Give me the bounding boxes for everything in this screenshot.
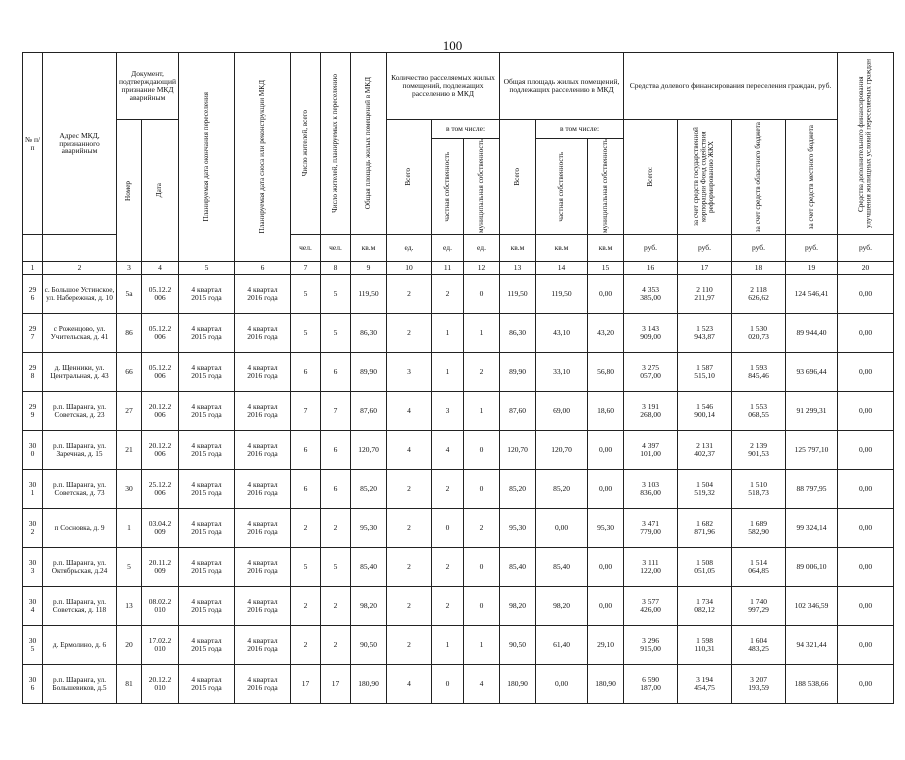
unit-cell: ед. bbox=[387, 235, 432, 262]
table-row bbox=[23, 587, 894, 626]
header-funds-local: за счет средств местного бюджета bbox=[786, 120, 838, 235]
table-cell: 5 bbox=[321, 314, 351, 353]
table-cell: 4 квартал 2016 года bbox=[235, 587, 291, 626]
page-number: 100 bbox=[442, 38, 463, 53]
column-number-cell: 5 bbox=[179, 262, 235, 275]
table-cell: 94 321,44 bbox=[786, 626, 838, 665]
column-number-cell: 14 bbox=[536, 262, 588, 275]
table-cell: 1 593 845,46 bbox=[732, 353, 786, 392]
table-cell: 03.04.2 009 bbox=[142, 509, 179, 548]
table-cell: 180,90 bbox=[351, 665, 387, 704]
unit-cell: кв.м bbox=[588, 235, 624, 262]
table-cell: 30 4 bbox=[23, 587, 43, 626]
table-cell: 88 797,95 bbox=[786, 470, 838, 509]
address-cell: с. Большое Устинское, ул. Набережная, д. 10 bbox=[43, 275, 117, 314]
table-cell: 4 квартал 2015 года bbox=[179, 275, 235, 314]
table-cell: 2 bbox=[432, 470, 464, 509]
table-cell: 124 546,41 bbox=[786, 275, 838, 314]
column-number-cell: 8 bbox=[321, 262, 351, 275]
table-cell: 85,40 bbox=[536, 548, 588, 587]
table-cell: 1 bbox=[432, 626, 464, 665]
table-cell: 2 bbox=[321, 587, 351, 626]
table-cell: 4 bbox=[387, 665, 432, 704]
table-row bbox=[23, 470, 894, 509]
table-cell: 86,30 bbox=[500, 314, 536, 353]
table-cell: 0,00 bbox=[838, 392, 894, 431]
column-number-cell: 19 bbox=[786, 262, 838, 275]
table-cell: 4 bbox=[387, 431, 432, 470]
table-cell: 85,40 bbox=[500, 548, 536, 587]
table-cell: 1 bbox=[432, 314, 464, 353]
address-cell: р.п. Шаранга, ул. Советская, д. 73 bbox=[43, 470, 117, 509]
table-cell: 29 8 bbox=[23, 353, 43, 392]
table-cell: 99 324,14 bbox=[786, 509, 838, 548]
table-cell: 29 9 bbox=[23, 392, 43, 431]
table-cell: 4 397 101,00 bbox=[624, 431, 678, 470]
table-cell: 85,20 bbox=[500, 470, 536, 509]
table-cell: 20.12.2 010 bbox=[142, 665, 179, 704]
table-cell: 5 bbox=[117, 548, 142, 587]
column-number-cell: 7 bbox=[291, 262, 321, 275]
table-cell: 0,00 bbox=[838, 314, 894, 353]
unit-cell: руб. bbox=[624, 235, 678, 262]
table-cell: 18,60 bbox=[588, 392, 624, 431]
column-number-cell: 18 bbox=[732, 262, 786, 275]
table-cell: 0,00 bbox=[588, 587, 624, 626]
table-cell: 81 bbox=[117, 665, 142, 704]
table-row bbox=[23, 314, 894, 353]
address-cell: р.п. Шаранга, ул. Октябрьская, д.24 bbox=[43, 548, 117, 587]
table-cell: 4 квартал 2015 года bbox=[179, 587, 235, 626]
table-row bbox=[23, 548, 894, 587]
table-cell: 29 7 bbox=[23, 314, 43, 353]
table-cell: 3 bbox=[387, 353, 432, 392]
table-cell: 17 bbox=[321, 665, 351, 704]
table-cell: 30 bbox=[117, 470, 142, 509]
table-cell: 30 1 bbox=[23, 470, 43, 509]
table-cell: 43,10 bbox=[536, 314, 588, 353]
table-cell: 95,30 bbox=[351, 509, 387, 548]
table-cell: 95,30 bbox=[588, 509, 624, 548]
table-cell: 1 bbox=[464, 314, 500, 353]
table-cell: 2 bbox=[387, 509, 432, 548]
table-cell: 30 6 bbox=[23, 665, 43, 704]
table-cell: 1 682 871,96 bbox=[678, 509, 732, 548]
table-cell: 29 6 bbox=[23, 275, 43, 314]
table-cell: 89,90 bbox=[500, 353, 536, 392]
table-cell: 5 bbox=[291, 275, 321, 314]
table-cell: 1 bbox=[464, 392, 500, 431]
table-cell: 17 bbox=[291, 665, 321, 704]
table-cell: 4 квартал 2016 года bbox=[235, 665, 291, 704]
table-cell: 2 bbox=[387, 275, 432, 314]
table-cell: 4 квартал 2016 года bbox=[235, 470, 291, 509]
address-cell: д. Щенники, ул. Центральная, д. 43 bbox=[43, 353, 117, 392]
table-cell: 1 504 519,32 bbox=[678, 470, 732, 509]
table-cell: 61,40 bbox=[536, 626, 588, 665]
table-cell: 7 bbox=[291, 392, 321, 431]
table-cell: 98,20 bbox=[500, 587, 536, 626]
header-planned-demolish: Планируемая дата сноса или реконструкции МКД bbox=[235, 53, 291, 262]
table-cell: 0,00 bbox=[588, 470, 624, 509]
table-cell: 4 квартал 2016 года bbox=[235, 509, 291, 548]
table-cell: 6 590 187,00 bbox=[624, 665, 678, 704]
header-rooms-total: Всего bbox=[387, 120, 432, 235]
table-cell: 180,90 bbox=[588, 665, 624, 704]
table-cell: 4 квартал 2015 года bbox=[179, 431, 235, 470]
header-funds-group: Средства долевого финансирования переселения граждан, руб. bbox=[624, 53, 838, 120]
column-number-cell: 20 bbox=[838, 262, 894, 275]
table-cell: 85,40 bbox=[351, 548, 387, 587]
table-cell: 119,50 bbox=[351, 275, 387, 314]
header-funds-region: за счет средств областного бюджета bbox=[732, 120, 786, 235]
column-number-cell: 6 bbox=[235, 262, 291, 275]
header-area-total: Всего bbox=[500, 120, 536, 235]
table-cell: 87,60 bbox=[500, 392, 536, 431]
column-number-cell: 10 bbox=[387, 262, 432, 275]
header-total-area: Общая площадь жилых помещений в МКД bbox=[351, 53, 387, 235]
table-cell: 120,70 bbox=[536, 431, 588, 470]
table-cell: 0,00 bbox=[838, 587, 894, 626]
table-cell: 89,90 bbox=[351, 353, 387, 392]
table-cell: 3 bbox=[432, 392, 464, 431]
table-cell: 4 квартал 2015 года bbox=[179, 392, 235, 431]
column-number-cell: 2 bbox=[43, 262, 117, 275]
table-cell: 0,00 bbox=[588, 431, 624, 470]
table-cell: 2 bbox=[432, 587, 464, 626]
table-cell: 08.02.2 010 bbox=[142, 587, 179, 626]
table-cell: 1 553 068,55 bbox=[732, 392, 786, 431]
table-cell: 27 bbox=[117, 392, 142, 431]
table-cell: 4 квартал 2015 года bbox=[179, 470, 235, 509]
table-cell: 2 139 901,53 bbox=[732, 431, 786, 470]
table-cell: 95,30 bbox=[500, 509, 536, 548]
table-cell: 5 bbox=[291, 548, 321, 587]
table-cell: 2 bbox=[291, 587, 321, 626]
table-cell: 6 bbox=[291, 470, 321, 509]
table-cell: 119,50 bbox=[536, 275, 588, 314]
table-cell: 89 944,40 bbox=[786, 314, 838, 353]
table-cell: 3 103 836,00 bbox=[624, 470, 678, 509]
table-cell: 2 bbox=[387, 314, 432, 353]
table-row bbox=[23, 392, 894, 431]
table-cell: 29,10 bbox=[588, 626, 624, 665]
table-cell: 2 bbox=[321, 509, 351, 548]
table-cell: 2 bbox=[291, 509, 321, 548]
table-cell: 85,20 bbox=[536, 470, 588, 509]
table-cell: 0 bbox=[464, 587, 500, 626]
table-cell: 3 296 915,00 bbox=[624, 626, 678, 665]
address-cell: д. Ермолино, д. 6 bbox=[43, 626, 117, 665]
table-cell: 98,20 bbox=[536, 587, 588, 626]
table-cell: 125 797,10 bbox=[786, 431, 838, 470]
unit-cell: руб. bbox=[786, 235, 838, 262]
table-cell: 2 bbox=[387, 626, 432, 665]
table-cell: 5 bbox=[321, 275, 351, 314]
table-cell: 87,60 bbox=[351, 392, 387, 431]
table-cell: 20.12.2 006 bbox=[142, 392, 179, 431]
table-cell: 3 194 454,75 bbox=[678, 665, 732, 704]
header-area-private: частная собственность bbox=[536, 139, 588, 235]
table-row bbox=[23, 353, 894, 392]
address-cell: р.п. Шаранга, ул. Советская, д. 23 bbox=[43, 392, 117, 431]
table-cell: 6 bbox=[321, 431, 351, 470]
unit-cell: кв.м bbox=[500, 235, 536, 262]
address-cell: р.п. Шаранга, ул. Большевиков, д.5 bbox=[43, 665, 117, 704]
table-cell: 1 604 483,25 bbox=[732, 626, 786, 665]
header-rooms-count: Количество расселяемых жилых помещений, подлежащих расселению в МКД bbox=[387, 53, 500, 120]
table-cell: 6 bbox=[321, 470, 351, 509]
table-row bbox=[23, 626, 894, 665]
table-cell: 180,90 bbox=[500, 665, 536, 704]
table-cell: 102 346,59 bbox=[786, 587, 838, 626]
column-number-cell: 12 bbox=[464, 262, 500, 275]
table-cell: 4 353 385,00 bbox=[624, 275, 678, 314]
header-doc-number: Номер bbox=[117, 120, 142, 262]
table-cell: 1 514 064,85 bbox=[732, 548, 786, 587]
table-cell: 0 bbox=[464, 548, 500, 587]
table-cell: 20.11.2 009 bbox=[142, 548, 179, 587]
table-cell: 0,00 bbox=[838, 626, 894, 665]
table-cell: 30 0 bbox=[23, 431, 43, 470]
table-cell: 0,00 bbox=[588, 275, 624, 314]
table-cell: 86 bbox=[117, 314, 142, 353]
unit-cell: чел. bbox=[291, 235, 321, 262]
table-row bbox=[23, 431, 894, 470]
table-cell: 5 bbox=[291, 314, 321, 353]
table-cell: 4 квартал 2016 года bbox=[235, 275, 291, 314]
column-number-cell: 11 bbox=[432, 262, 464, 275]
table-cell: 4 квартал 2016 года bbox=[235, 392, 291, 431]
table-cell: 1 508 051,05 bbox=[678, 548, 732, 587]
table-cell: 2 bbox=[291, 626, 321, 665]
table-cell: 93 696,44 bbox=[786, 353, 838, 392]
table-cell: 91 299,31 bbox=[786, 392, 838, 431]
table-cell: 0,00 bbox=[588, 548, 624, 587]
column-number-cell: 17 bbox=[678, 262, 732, 275]
table-cell: 2 bbox=[464, 353, 500, 392]
column-number-cell: 3 bbox=[117, 262, 142, 275]
table-cell: 66 bbox=[117, 353, 142, 392]
table-cell: 2 bbox=[387, 470, 432, 509]
header-extra: Средства дополнительного финансирования улучшения жилищных условий переселяемых граждан bbox=[838, 53, 894, 235]
table-cell: 120,70 bbox=[500, 431, 536, 470]
table-cell: 4 квартал 2016 года bbox=[235, 626, 291, 665]
table-cell: 0 bbox=[464, 275, 500, 314]
table-cell: 13 bbox=[117, 587, 142, 626]
table-cell: 6 bbox=[291, 431, 321, 470]
table-cell: 90,50 bbox=[351, 626, 387, 665]
table-cell: 119,50 bbox=[500, 275, 536, 314]
table-cell: 1 740 997,29 bbox=[732, 587, 786, 626]
table-cell: 17.02.2 010 bbox=[142, 626, 179, 665]
table-cell: 2 bbox=[321, 626, 351, 665]
table-cell: 2 bbox=[432, 548, 464, 587]
table-cell: 90,50 bbox=[500, 626, 536, 665]
table-cell: 0,00 bbox=[838, 353, 894, 392]
column-number-cell: 9 bbox=[351, 262, 387, 275]
table-cell: 1 546 900,14 bbox=[678, 392, 732, 431]
address-cell: р.п. Шаранга, ул. Советская, д. 118 bbox=[43, 587, 117, 626]
table-cell: 0 bbox=[432, 665, 464, 704]
table-cell: 69,00 bbox=[536, 392, 588, 431]
table-cell: 1 523 943,87 bbox=[678, 314, 732, 353]
table-cell: 188 538,66 bbox=[786, 665, 838, 704]
header-residents-total: Число жителей, всего bbox=[291, 53, 321, 235]
table-cell: 3 207 193,59 bbox=[732, 665, 786, 704]
table-cell: 4 квартал 2015 года bbox=[179, 548, 235, 587]
unit-cell: чел. bbox=[321, 235, 351, 262]
header-document: Документ, подтверждающий признание МКД аварийным bbox=[117, 53, 179, 120]
table-row bbox=[23, 509, 894, 548]
register-table bbox=[22, 52, 894, 704]
header-address: Адрес МКД, признанного аварийным bbox=[43, 53, 117, 235]
table-cell: 4 bbox=[387, 392, 432, 431]
table-cell: 2 bbox=[464, 509, 500, 548]
table-cell: 2 bbox=[387, 587, 432, 626]
table-cell: 4 квартал 2015 года bbox=[179, 353, 235, 392]
header-num: № п/п bbox=[23, 53, 43, 235]
table-cell: 7 bbox=[321, 392, 351, 431]
table-cell: 05.12.2 006 bbox=[142, 353, 179, 392]
table-cell: 56,80 bbox=[588, 353, 624, 392]
table-cell: 30 2 bbox=[23, 509, 43, 548]
table-cell: 20 bbox=[117, 626, 142, 665]
address-cell: с Роженцово, ул. Учительская, д. 41 bbox=[43, 314, 117, 353]
table-cell: 6 bbox=[291, 353, 321, 392]
unit-cell: ед. bbox=[432, 235, 464, 262]
table-cell: 2 bbox=[387, 548, 432, 587]
column-number-cell: 1 bbox=[23, 262, 43, 275]
table-cell: 89 006,10 bbox=[786, 548, 838, 587]
table-cell: 3 471 779,00 bbox=[624, 509, 678, 548]
table-cell: 3 111 122,00 bbox=[624, 548, 678, 587]
table-cell: 3 577 426,00 bbox=[624, 587, 678, 626]
header-funds-total: Всего: bbox=[624, 120, 678, 235]
header-area-including: в том числе: bbox=[536, 120, 624, 139]
table-cell: 1 bbox=[117, 509, 142, 548]
table-cell: 3 275 057,00 bbox=[624, 353, 678, 392]
header-funds-fund: за счет средств государственной корпорации Фонд содействия реформированию ЖКХ bbox=[678, 120, 732, 235]
table-cell: 4 квартал 2015 года bbox=[179, 626, 235, 665]
table-cell: 3 191 268,00 bbox=[624, 392, 678, 431]
table-cell: 5 bbox=[321, 548, 351, 587]
table-cell: 1 bbox=[432, 353, 464, 392]
column-number-cell: 15 bbox=[588, 262, 624, 275]
table-cell: 4 квартал 2015 года bbox=[179, 314, 235, 353]
unit-cell: руб. bbox=[732, 235, 786, 262]
table-cell: 1 734 082,12 bbox=[678, 587, 732, 626]
table-cell: 1 510 518,73 bbox=[732, 470, 786, 509]
table-body bbox=[23, 262, 894, 704]
table-cell: 6 bbox=[321, 353, 351, 392]
table-cell: 0,00 bbox=[838, 470, 894, 509]
table-row bbox=[23, 275, 894, 314]
table-cell: 05.12.2 006 bbox=[142, 275, 179, 314]
header-rooms-private: частная собственность bbox=[432, 139, 464, 235]
column-numbers-row bbox=[23, 262, 894, 275]
table-cell: 5а bbox=[117, 275, 142, 314]
column-number-cell: 13 bbox=[500, 262, 536, 275]
table-cell: 120,70 bbox=[351, 431, 387, 470]
header-doc-date: Дата bbox=[142, 120, 179, 262]
table-cell: 4 bbox=[464, 665, 500, 704]
table-cell: 0,00 bbox=[536, 509, 588, 548]
unit-cell: руб. bbox=[678, 235, 732, 262]
table-cell: 86,30 bbox=[351, 314, 387, 353]
table-cell: 0,00 bbox=[838, 665, 894, 704]
table-cell: 0 bbox=[464, 470, 500, 509]
table-cell: 4 квартал 2016 года bbox=[235, 353, 291, 392]
table-cell: 0,00 bbox=[838, 509, 894, 548]
table-cell: 3 143 909,00 bbox=[624, 314, 678, 353]
table-cell: 1 bbox=[464, 626, 500, 665]
table-cell: 30 5 bbox=[23, 626, 43, 665]
table-cell: 4 квартал 2016 года bbox=[235, 548, 291, 587]
table-cell: 33,10 bbox=[536, 353, 588, 392]
unit-cell: ед. bbox=[464, 235, 500, 262]
table-cell: 4 квартал 2015 года bbox=[179, 665, 235, 704]
header-residents-planned: Число жителей, планируемых к переселению bbox=[321, 53, 351, 235]
address-cell: р.п. Шаранга, ул. Заречная, д. 15 bbox=[43, 431, 117, 470]
table-cell: 0 bbox=[432, 509, 464, 548]
table-cell: 05.12.2 006 bbox=[142, 314, 179, 353]
table-cell: 0,00 bbox=[536, 665, 588, 704]
table-cell: 25.12.2 006 bbox=[142, 470, 179, 509]
table-row bbox=[23, 665, 894, 704]
table-cell: 85,20 bbox=[351, 470, 387, 509]
table-cell: 0,00 bbox=[838, 275, 894, 314]
table-cell: 1 598 110,31 bbox=[678, 626, 732, 665]
column-number-cell: 4 bbox=[142, 262, 179, 275]
table-cell: 21 bbox=[117, 431, 142, 470]
table-cell: 2 bbox=[432, 275, 464, 314]
table-cell: 1 530 020,73 bbox=[732, 314, 786, 353]
table-cell: 20.12.2 006 bbox=[142, 431, 179, 470]
table-cell: 30 3 bbox=[23, 548, 43, 587]
table-cell: 4 bbox=[432, 431, 464, 470]
table-cell: 2 118 626,62 bbox=[732, 275, 786, 314]
table-cell: 0,00 bbox=[838, 548, 894, 587]
header-area-municipal: муниципальная собственность bbox=[588, 139, 624, 235]
table-cell: 4 квартал 2015 года bbox=[179, 509, 235, 548]
table-cell: 1 587 515,10 bbox=[678, 353, 732, 392]
column-number-cell: 16 bbox=[624, 262, 678, 275]
unit-cell: кв.м bbox=[351, 235, 387, 262]
header-rooms-municipal: муниципальная собственность bbox=[464, 139, 500, 235]
table-cell: 2 110 211,97 bbox=[678, 275, 732, 314]
unit-cell: руб. bbox=[838, 235, 894, 262]
table-cell: 0,00 bbox=[838, 431, 894, 470]
table-cell: 2 131 402,37 bbox=[678, 431, 732, 470]
header-planned-end: Планируемая дата окончания переселения bbox=[179, 53, 235, 262]
table-cell: 4 квартал 2016 года bbox=[235, 314, 291, 353]
address-cell: п Сосновка, д. 9 bbox=[43, 509, 117, 548]
table-cell: 98,20 bbox=[351, 587, 387, 626]
header-area-group: Общая площадь жилых помещений, подлежащих расселению в МКД bbox=[500, 53, 624, 120]
table-cell: 43,20 bbox=[588, 314, 624, 353]
table-cell: 1 689 582,90 bbox=[732, 509, 786, 548]
table-cell: 0 bbox=[464, 431, 500, 470]
unit-cell: кв.м bbox=[536, 235, 588, 262]
table-cell: 4 квартал 2016 года bbox=[235, 431, 291, 470]
header-rooms-including: в том числе: bbox=[432, 120, 500, 139]
